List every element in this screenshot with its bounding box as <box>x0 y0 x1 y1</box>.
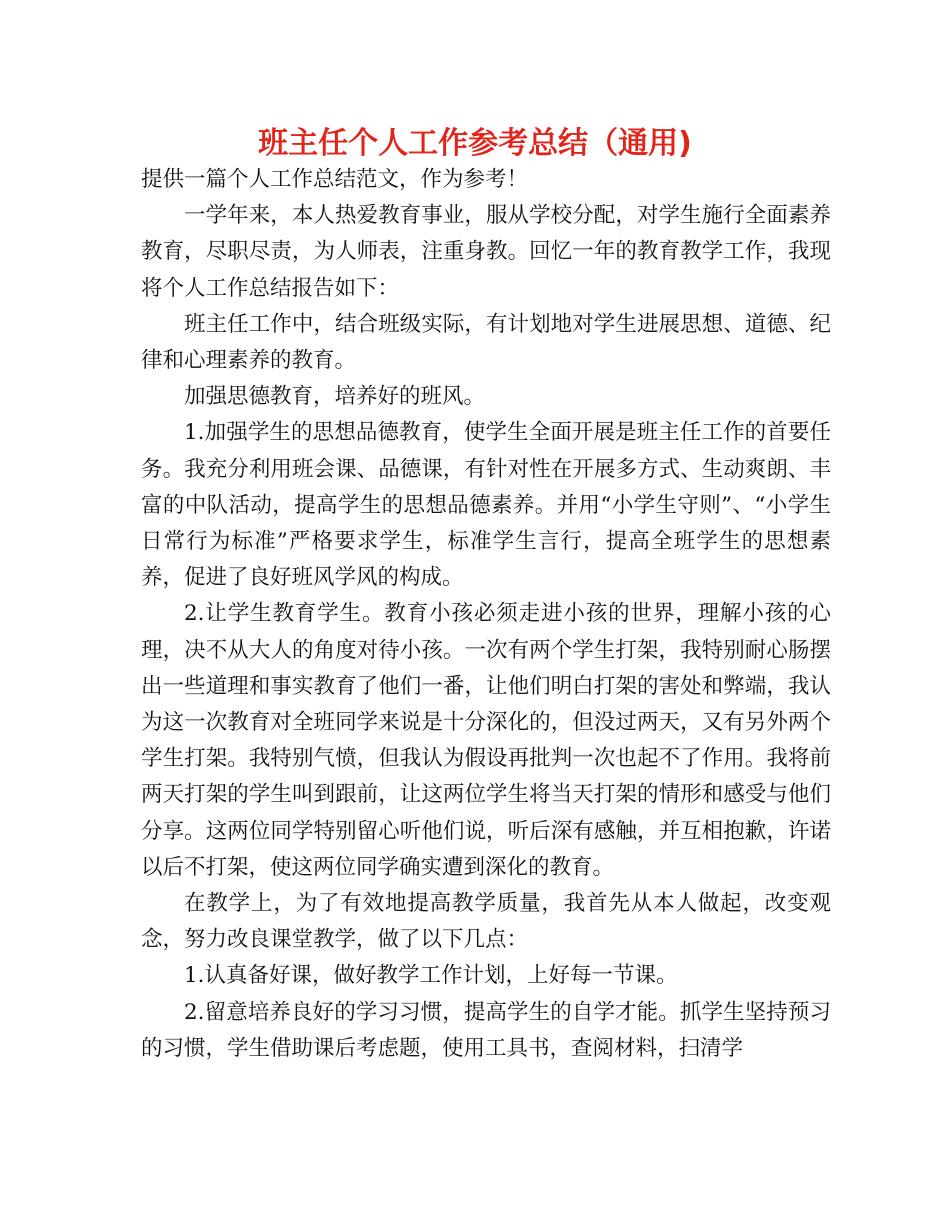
paragraph: 一学年来，本人热爱教育事业，服从学校分配，对学生施行全面素养教育，尽职尽责，为人师表，注重身教。回忆一年的教育教学工作，我现将个人工作总结报告如下： <box>141 203 831 301</box>
paragraph: 2.让学生教育学生。教育小孩必须走进小孩的世界，理解小孩的心理，决不从大人的角度对待小孩。一次有两个学生打架，我特别耐心肠摆出一些道理和事实教育了他们一番，让他们明白打架的害处和弊端，我认为这一次教育对全班同学来说是十分深化的，但没过两天，又有另外两个学生打架。我特别气愤，但我认为假设再批判一次也起不了作用。我将前两天打架的学生叫到跟前，让这两位学生将当天打架的情形和感受与他们分享。这两位同学特别留心听他们说，听后深有感触，并互相抱歉，许诺以后不打架，使这两位同学确实遭到深化的教育。 <box>141 601 831 880</box>
document-body <box>141 162 831 1067</box>
document-title: 班主任个人工作参考总结（通用) <box>258 126 692 161</box>
paragraph: 在教学上，为了有效地提高教学质量，我首先从本人做起，改变观念，努力改良课堂教学，做了以下几点： <box>141 891 831 953</box>
paragraph: 班主任工作中，结合班级实际，有计划地对学生进展思想、道德、纪律和心理素养的教育。 <box>141 311 831 374</box>
paragraph: 1.认真备好课，做好教学工作计划，上好每一节课。 <box>184 963 678 989</box>
section-heading: 加强思德教育，培养好的班风。 <box>184 384 486 410</box>
paragraph: 1.加强学生的思想品德教育，使学生全面开展是班主任工作的首要任务。我充分利用班会课、品德课，有针对性在开展多方式、生动爽朗、丰富的中队活动，提高学生的思想品德素养。并用“小学生守则”、“小学生日常行为标准”严格要求学生，标准学生言行，提高全班学生的思想素养，促进了良好班风学风的构成。 <box>141 420 831 591</box>
paragraph-intro: 提供一篇个人工作总结范文，作为参考！ <box>141 167 529 192</box>
paragraph: 2.留意培养良好的学习习惯，提高学生的自学才能。抓学生坚持预习的习惯，学生借助课后考虑题，使用工具书，查阅材料，扫清学 <box>141 999 831 1061</box>
